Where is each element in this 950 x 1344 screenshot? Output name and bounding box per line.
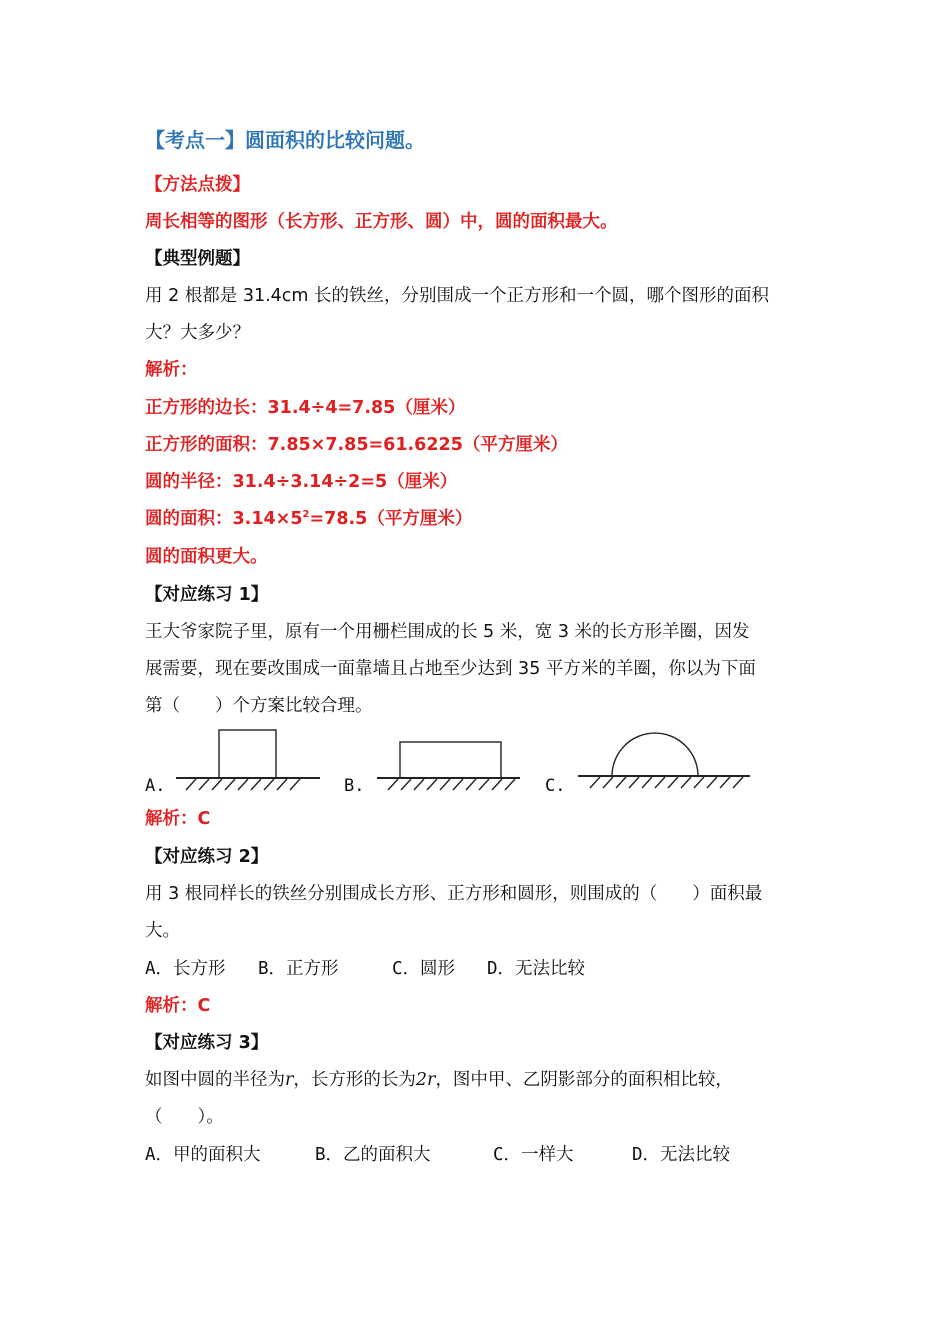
practice1-line1: 王大爷家院子里，原有一个用栅栏围成的长 5 米，宽 3 米的长方形羊圈，因发 <box>145 622 750 642</box>
ground-hatch-mark <box>414 779 424 790</box>
practice2-option-b: B．正方形 <box>258 959 339 979</box>
practice3-line2: （ ）。 <box>145 1107 224 1127</box>
practice2-line2: 大。 <box>145 921 180 941</box>
ground-hatch-mark <box>186 779 196 790</box>
ground-hatch-mark <box>492 779 502 790</box>
ground-hatch-mark <box>264 779 274 790</box>
ground-hatch-mark <box>642 777 652 788</box>
ground-hatch-mark <box>440 779 450 790</box>
ground-hatch-mark <box>238 779 248 790</box>
ground-hatch-mark <box>668 777 678 788</box>
ground-hatch-mark <box>616 777 626 788</box>
ground-hatch-mark <box>681 777 691 788</box>
example-analysis-label: 解析： <box>145 360 198 380</box>
practice2-option-a: A．长方形 <box>145 959 226 979</box>
ground-hatch-mark <box>199 779 209 790</box>
practice1-answer: 解析：C <box>145 809 211 829</box>
ground-hatch-mark <box>590 777 600 788</box>
practice3-option-b: B．乙的面积大 <box>315 1145 431 1165</box>
ground-hatch-mark <box>427 779 437 790</box>
practice1-line2: 展需要，现在要改围成一面靠墙且占地至少达到 35 平方米的羊圈，你以为下面 <box>145 659 756 679</box>
ground-hatch-mark <box>505 779 515 790</box>
option-b-label: B. <box>344 776 365 796</box>
ground-hatch-mark <box>401 779 411 790</box>
ground-hatch-mark <box>290 779 300 790</box>
practice1-heading: 【对应练习 1】 <box>145 585 269 605</box>
ground-hatch-mark <box>466 779 476 790</box>
practice3-heading: 【对应练习 3】 <box>145 1033 269 1053</box>
example-step-2: 正方形的面积：7.85×7.85=61.6225（平方厘米） <box>145 435 568 455</box>
method-heading: 【方法点拨】 <box>145 175 250 195</box>
option-c-label: C. <box>545 776 566 796</box>
practice2-answer: 解析：C <box>145 996 211 1016</box>
practice2-heading: 【对应练习 2】 <box>145 847 269 867</box>
method-text: 周长相等的图形（长方形、正方形、圆）中，圆的面积最大。 <box>145 212 618 232</box>
practice2-option-c: C．圆形 <box>392 959 456 979</box>
ground-hatch-mark <box>479 779 489 790</box>
practice2-option-d: D．无法比较 <box>487 959 586 979</box>
example-question-line2: 大？大多少？ <box>145 323 250 343</box>
ground-hatch-mark <box>277 779 287 790</box>
ground-hatch-mark <box>225 779 235 790</box>
example-step-3: 圆的半径：31.4÷3.14÷2=5（厘米） <box>145 472 458 492</box>
practice1-line3: 第（ ）个方案比较合理。 <box>145 696 373 716</box>
example-heading: 【典型例题】 <box>145 249 250 269</box>
example-question-line1: 用 2 根都是 31.4cm 长的铁丝，分别围成一个正方形和一个圆，哪个图形的面积 <box>145 286 770 306</box>
diagram-c-semicircle-pen <box>578 733 750 788</box>
practice3-line1: 如图中圆的半径为r，长方形的长为2r，图中甲、乙阴影部分的面积相比较， <box>145 1070 733 1090</box>
diagram-b-rectangle-pen <box>377 742 520 790</box>
ground-hatch-mark <box>629 777 639 788</box>
ground-hatch-mark <box>453 779 463 790</box>
diagram-a-square-pen <box>176 730 320 790</box>
ground-hatch-mark <box>694 777 704 788</box>
ground-hatch-mark <box>212 779 222 790</box>
ground-hatch-mark <box>251 779 261 790</box>
ground-hatch-mark <box>655 777 665 788</box>
ground-hatch-mark <box>733 777 743 788</box>
example-step-1: 正方形的边长：31.4÷4=7.85（厘米） <box>145 398 466 418</box>
ground-hatch-mark <box>720 777 730 788</box>
option-a-label: A. <box>145 776 166 796</box>
practice2-line1: 用 3 根同样长的铁丝分别围成长方形、正方形和圆形，则围成的（ ）面积最 <box>145 884 763 904</box>
ground-hatch-mark <box>707 777 717 788</box>
practice3-option-c: C．一样大 <box>493 1145 574 1165</box>
ground-hatch-mark <box>388 779 398 790</box>
practice3-option-a: A．甲的面积大 <box>145 1145 261 1165</box>
example-step-4: 圆的面积：$3.14\times 5^2=78.5$（平方厘米） <box>145 509 473 529</box>
practice3-option-d: D．无法比较 <box>632 1145 731 1165</box>
section-title: 【考点一】圆面积的比较问题。 <box>145 128 425 152</box>
ground-hatch-mark <box>603 777 613 788</box>
example-conclusion: 圆的面积更大。 <box>145 547 268 567</box>
